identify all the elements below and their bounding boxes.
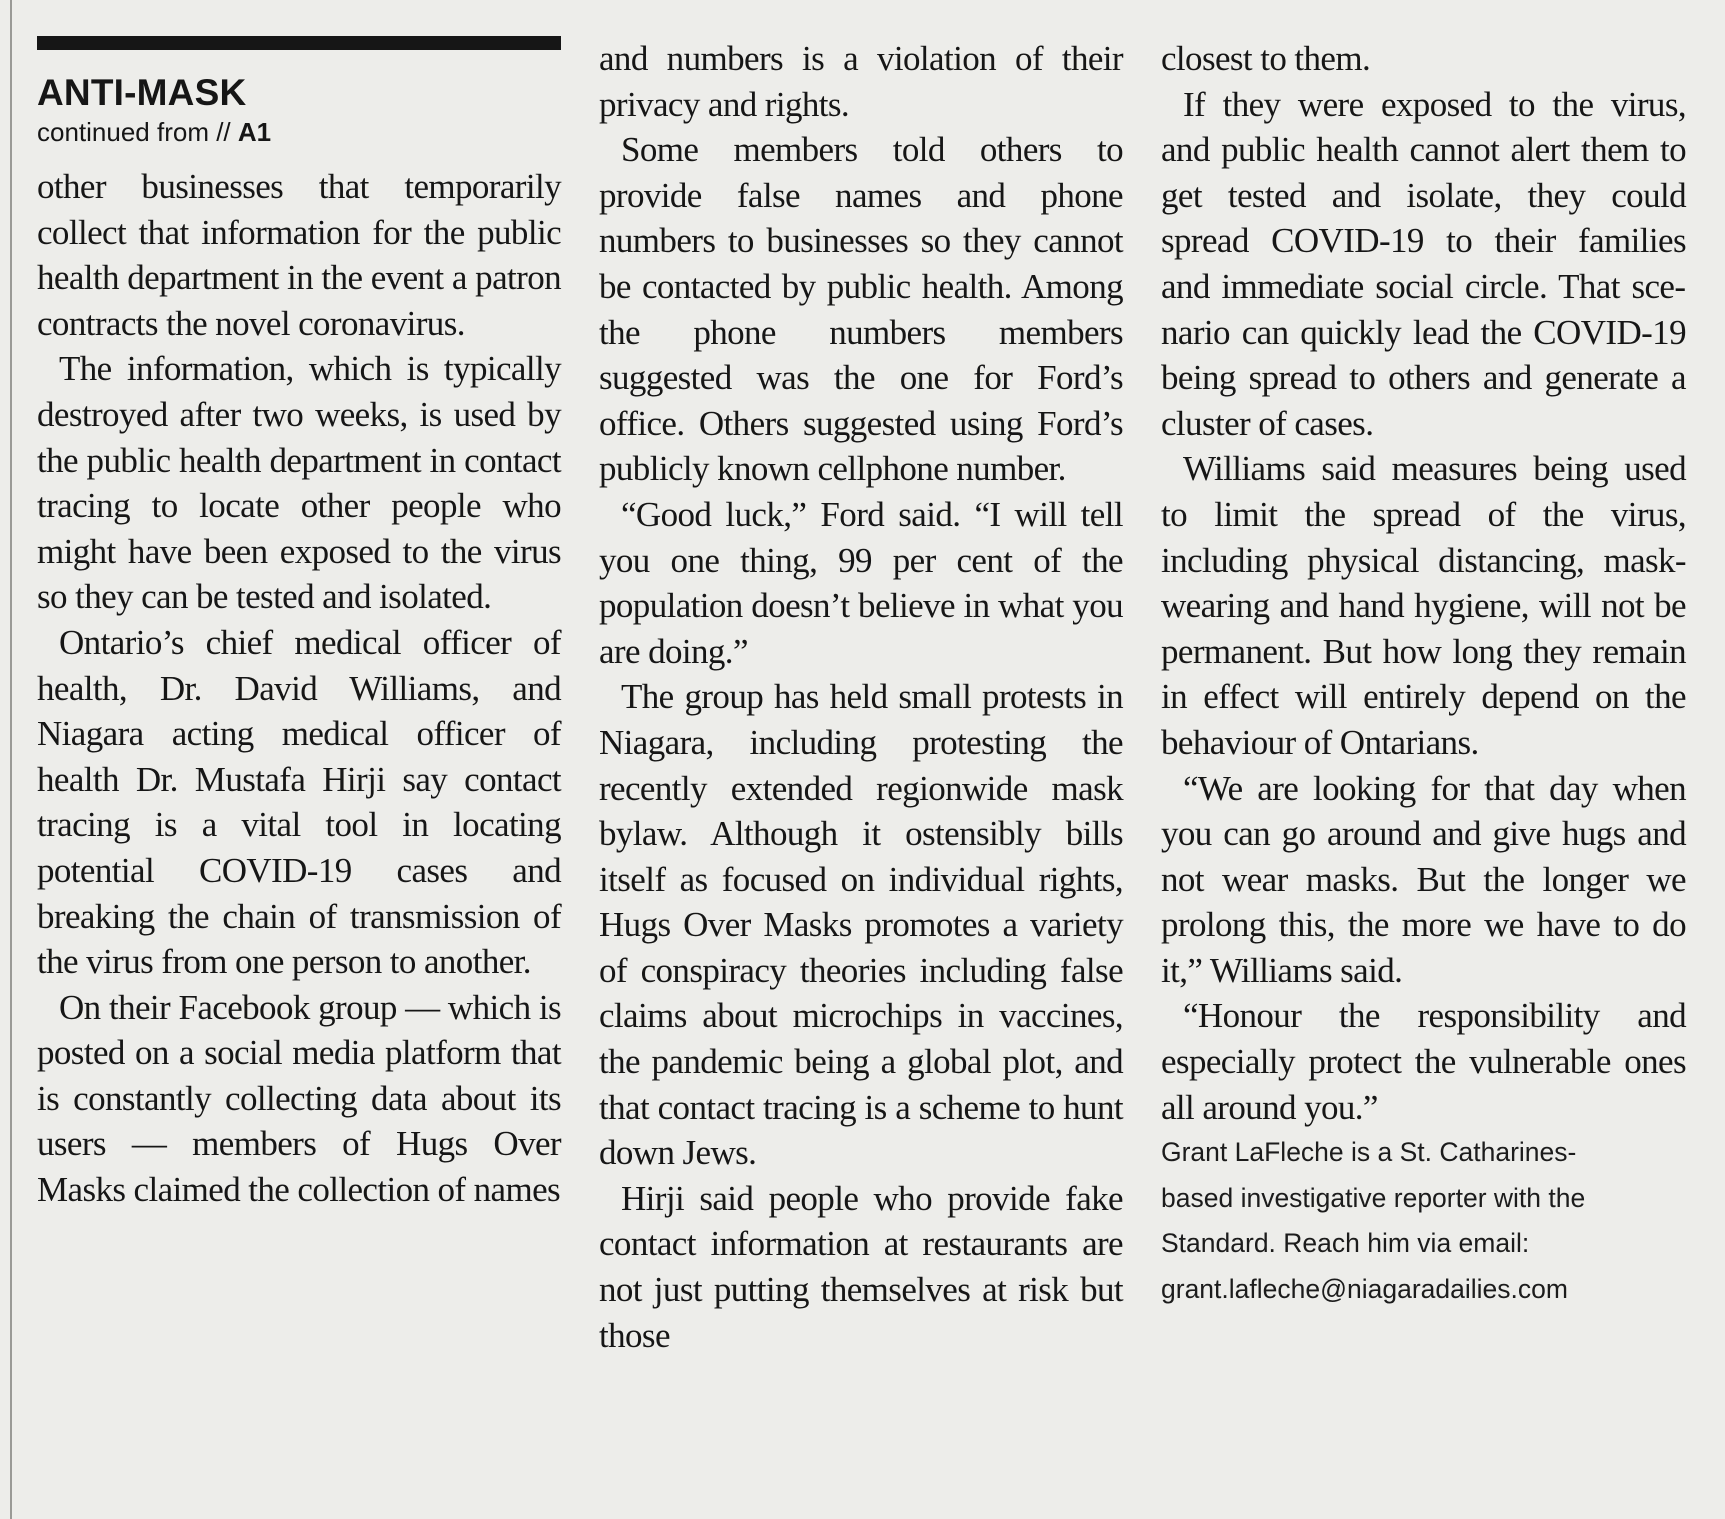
article-column-3 — [1161, 36, 1686, 1313]
paragraph: Williams said measures being used to limit the spread of the virus, including physical distancing, mask-wearing and hand hygiene, will not be permanent. But how long they remain in effect will entirely depend on the behaviour of Ontarians. — [1161, 449, 1686, 762]
paragraph: closest to them. — [1161, 39, 1371, 78]
byline-line: Standard. Reach him via email: — [1161, 1228, 1530, 1259]
article-column-1 — [37, 36, 561, 1213]
paragraph: “Good luck,” Ford said. “I will tell you one thing, 99 per cent of the population doesn’t believe in what you are doing.” — [599, 494, 1123, 671]
paragraph: “We are looking for that day when you can go around and give hugs and not wear masks. But the longer we prolong this, the more we have to do it,” Williams said. — [1161, 768, 1686, 990]
paragraph: The information, which is typically destroyed after two weeks, is used by the public health department in contact tracing to locate other people who might have been exposed to the virus so they can be tested and isolated. — [37, 349, 561, 617]
author-byline — [1161, 1130, 1686, 1312]
paragraph: If they were exposed to the virus, and public health cannot alert them to get tested and isolate, they could spread COVID-19 to their families and immediate social circle. That scenario can quickly lead the COVID-19 being spread to others and generate a cluster of cases. — [1161, 84, 1686, 443]
paragraph: Ontario’s chief medical officer of health, Dr. David Williams, and Niagara acting medical officer of health Dr. Mustafa Hirji say contact tracing is a vital tool in locating potential COVID-19 cases and breaking the chain of transmission of the virus from one person to another. — [37, 622, 561, 982]
byline-line: Grant LaFleche is a St. Catharines- — [1161, 1137, 1577, 1168]
paragraph: Some members told others to provide false names and phone numbers to businesses so they cannot be contacted by public health. Among the phone numbers members suggested was the one for Ford’s office. Others suggested using Ford’s publicly known cellphone number. — [599, 130, 1123, 489]
paragraph: Hirji said people who provide fake contact information at restaurants are not just putting themselves at risk but those — [599, 1178, 1123, 1355]
paragraph: On their Facebook group — which is posted on a social media platform that is constantly collecting data about its users — members of Hugs Over Masks claimed the collection of names — [37, 987, 561, 1210]
paragraph: The group has held small protests in Niagara, including protesting the recently extended regionwide mask bylaw. Although it ostensibly bills itself as focused on individual rights, Hugs Over Masks promotes a variety of conspiracy theories including false claims about microchips in vaccines, the pandemic being a global plot, and that contact tracing is a scheme to hunt down Jews. — [599, 677, 1123, 1173]
paragraph: “Honour the responsibility and especially protect the vulnerable ones all around you.” — [1161, 996, 1686, 1127]
continued-label: continued from // — [37, 117, 231, 147]
paragraph: other businesses that temporarily collect that information for the public health department in the event a patron contracts the novel coronavirus. — [37, 167, 561, 343]
byline-line: based investigative reporter with the — [1161, 1182, 1586, 1213]
section-rule — [37, 36, 561, 50]
byline-email: grant.lafleche@niagaradailies.com — [1161, 1274, 1568, 1305]
continued-page-ref: A1 — [237, 117, 272, 147]
page-edge-rule — [10, 0, 12, 1519]
paragraph: and numbers is a violation of their privacy and rights. — [599, 39, 1123, 124]
jump-headline: ANTI-MASK — [37, 72, 247, 113]
continued-from-line — [37, 114, 561, 150]
article-column-2 — [599, 36, 1123, 1358]
